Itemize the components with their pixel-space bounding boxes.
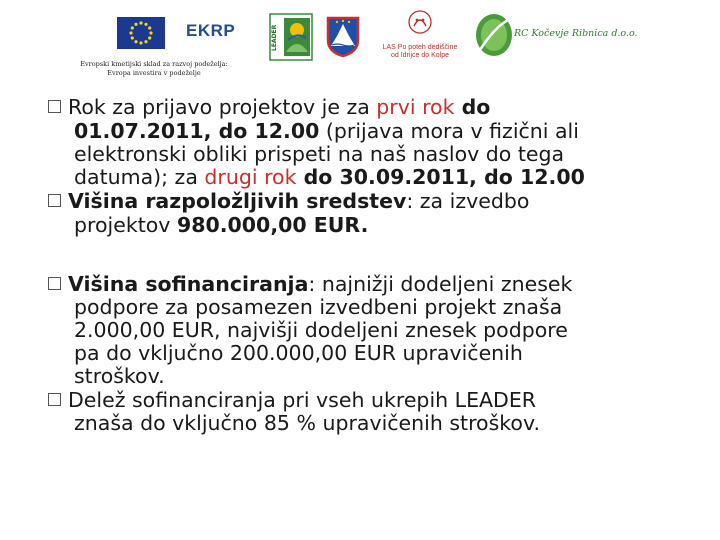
bullet-box-icon bbox=[48, 277, 61, 290]
ekrp-logo: EKRP bbox=[186, 21, 236, 40]
bullet-cofinancing-line-3: 2.000,00 EUR, najvišji dodeljeni znesek podpore bbox=[74, 318, 568, 342]
bullet-deadline-line-3: elektronski obliki prispeti na naš naslov do tega bbox=[74, 142, 565, 166]
bullet-cofinancing-share-line-2: znaša do vključno 85 % upravičenih stroškov. bbox=[74, 411, 541, 435]
bullet-cofinancing-line-5: stroškov. bbox=[74, 364, 165, 388]
bullet-deadline-line-2: 01.07.2011, do 12.00 (prijava mora v fizični ali bbox=[74, 119, 579, 143]
bullet-cofinancing-share: Delež sofinanciranja pri vseh ukrepih LEADER bbox=[48, 389, 536, 411]
bullet-box-icon bbox=[48, 100, 61, 113]
bullet-cofinancing-amount: Višina sofinanciranja: najnižji dodeljeni znesek bbox=[48, 273, 572, 295]
eu-caption: Evropski kmetijski sklad za razvoj podeželja: Evropa investira v podeželje bbox=[80, 60, 228, 77]
bullet-cofinancing-line-4: pa do vključno 200.000,00 EUR upravičenih bbox=[74, 341, 523, 365]
eu-flag-logo bbox=[117, 17, 165, 49]
bullet-cofinancing-line-2: podpore za posamezen izvedbeni projekt znaša bbox=[74, 295, 563, 319]
las-logo: LAS Po poteh dediščine od Idrijce do Kolpe bbox=[372, 8, 468, 66]
rc-kocevje-ribnica-logo: RC Kočevje Ribnica d.o.o. bbox=[474, 12, 644, 62]
slovenia-coat-of-arms-logo bbox=[326, 16, 360, 58]
bullet-available-funds-line-2: projektov 980.000,00 EUR. bbox=[74, 213, 369, 237]
bullet-deadline-line-4: datuma); za drugi rok do 30.09.2011, do 12.00 bbox=[74, 165, 585, 189]
bullet-deadline: Rok za prijavo projektov je za prvi rok do bbox=[48, 96, 490, 118]
leader-logo: LEADER bbox=[268, 12, 314, 62]
bullet-box-icon bbox=[48, 194, 61, 207]
bullet-available-funds: Višina razpoložljivih sredstev: za izvedbo bbox=[48, 190, 529, 212]
bullet-box-icon bbox=[48, 393, 61, 406]
